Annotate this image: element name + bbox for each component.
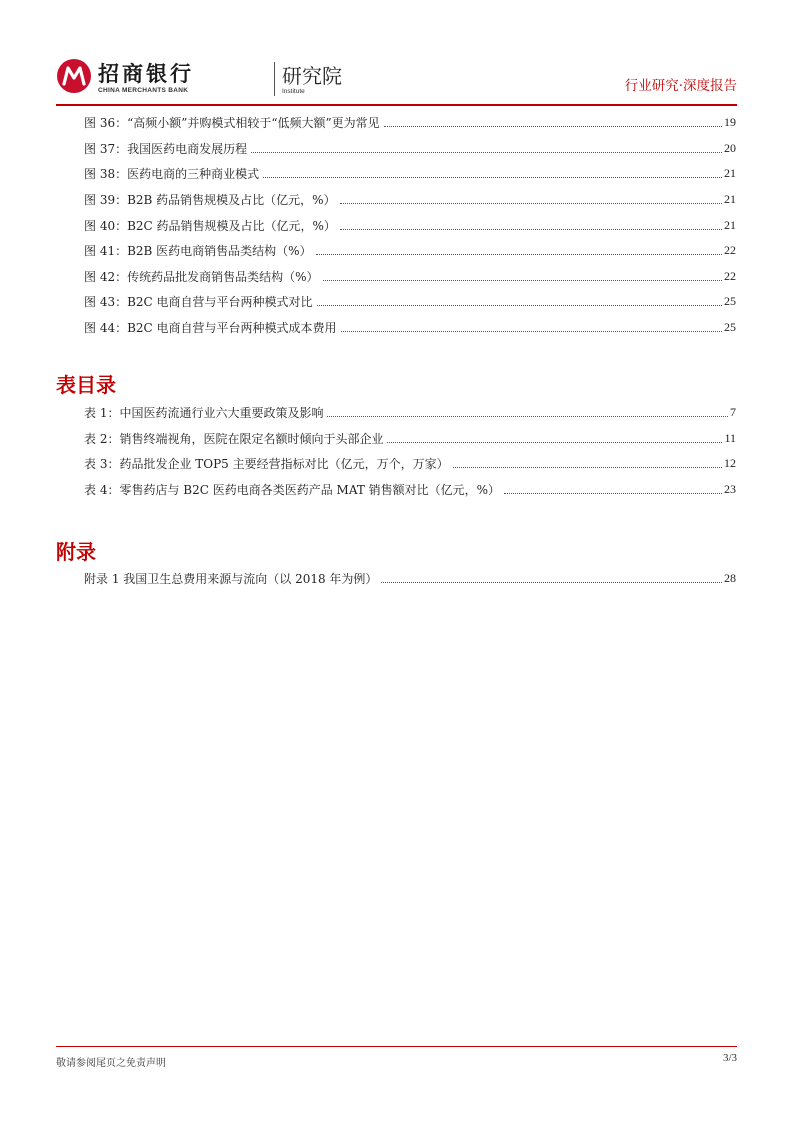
toc-entry[interactable] <box>84 477 736 503</box>
header-divider <box>56 104 737 106</box>
leader-dots <box>340 229 722 230</box>
toc-entry[interactable] <box>84 451 736 477</box>
toc-entry-page: 22 <box>724 243 736 258</box>
leader-dots <box>316 254 722 255</box>
page-header <box>56 56 737 104</box>
toc-entry[interactable] <box>84 238 736 264</box>
institute-name-english: Institute <box>282 88 305 95</box>
toc-entry-page: 12 <box>724 456 736 471</box>
leader-dots <box>504 493 722 494</box>
leader-dots <box>453 467 722 468</box>
table-list <box>84 400 736 502</box>
toc-entry-label: 表 1：中国医药流通行业六大重要政策及影响 <box>84 406 324 421</box>
footer-divider <box>56 1046 737 1047</box>
toc-entry[interactable] <box>84 212 736 238</box>
figure-list <box>84 110 736 340</box>
toc-entry-label: 图 39：B2B 药品销售规模及占比（亿元，%） <box>84 193 336 208</box>
toc-entry-page: 7 <box>730 405 736 420</box>
toc-entry-page: 25 <box>724 320 736 335</box>
leader-dots <box>341 331 722 332</box>
toc-entry-page: 23 <box>724 482 736 497</box>
toc-entry-label: 图 37：我国医药电商发展历程 <box>84 141 248 156</box>
toc-entry-label: 图 36：“高频小额”并购模式相较于“低频大额”更为常见 <box>84 116 380 131</box>
toc-entry[interactable] <box>84 426 736 452</box>
tables-section-title: 表目录 <box>56 373 116 397</box>
toc-entry-label: 图 42：传统药品批发商销售品类结构（%） <box>84 269 319 284</box>
toc-entry-page: 21 <box>724 192 736 207</box>
toc-entry-label: 表 4：零售药店与 B2C 医药电商各类医药产品 MAT 销售额对比（亿元，%） <box>84 483 501 498</box>
leader-dots <box>387 442 722 443</box>
toc-entry-label: 图 40：B2C 药品销售规模及占比（亿元，%） <box>84 218 336 233</box>
toc-entry[interactable] <box>84 315 736 341</box>
toc-entry[interactable] <box>84 400 736 426</box>
toc-entry[interactable] <box>84 110 736 136</box>
leader-dots <box>340 203 722 204</box>
bank-name-english: CHINA MERCHANTS BANK <box>98 87 189 94</box>
toc-entry-label: 图 41：B2B 医药电商销售品类结构（%） <box>84 244 312 259</box>
toc-entry-label: 附录 1 我国卫生总费用来源与流向（以 2018 年为例） <box>84 572 378 587</box>
toc-entry-label: 图 43：B2C 电商自营与平台两种模式对比 <box>84 295 313 310</box>
toc-entry[interactable] <box>84 264 736 290</box>
bank-name: 招商银行 <box>98 62 194 86</box>
appendix-list <box>84 566 736 592</box>
leader-dots <box>327 416 728 417</box>
toc-entry[interactable] <box>84 289 736 315</box>
toc-entry-label: 表 2：销售终端视角，医院在限定名额时倾向于头部企业 <box>84 431 384 446</box>
toc-entry[interactable] <box>84 187 736 213</box>
institute-name: 研究院 <box>282 64 342 88</box>
cmb-logo-icon <box>56 58 92 94</box>
toc-entry-page: 11 <box>724 430 736 445</box>
toc-entry-page: 28 <box>724 571 736 586</box>
leader-dots <box>323 280 723 281</box>
leader-dots <box>251 152 722 153</box>
leader-dots <box>381 582 722 583</box>
toc-entry-label: 图 38：医药电商的三种商业模式 <box>84 167 260 182</box>
toc-entry-page: 22 <box>724 268 736 283</box>
leader-dots <box>263 177 722 178</box>
toc-entry-page: 20 <box>724 140 736 155</box>
disclaimer-note: 敬请参阅尾页之免责声明 <box>56 1058 166 1069</box>
report-type: 行业研究·深度报告 <box>624 78 737 94</box>
toc-entry-page: 21 <box>724 166 736 181</box>
leader-dots <box>317 305 722 306</box>
toc-entry-page: 21 <box>724 217 736 232</box>
appendix-section-title: 附录 <box>56 540 96 564</box>
toc-entry[interactable] <box>84 566 736 592</box>
toc-entry[interactable] <box>84 161 736 187</box>
toc-entry-label: 图 44：B2C 电商自营与平台两种模式成本费用 <box>84 321 337 336</box>
toc-entry-page: 25 <box>724 294 736 309</box>
page-number: 3/3 <box>722 1052 737 1064</box>
toc-entry-label: 表 3：药品批发企业 TOP5 主要经营指标对比（亿元，万个，万家） <box>84 457 449 472</box>
toc-entry[interactable] <box>84 136 736 162</box>
leader-dots <box>384 126 722 127</box>
toc-entry-page: 19 <box>724 115 736 130</box>
logo-divider <box>274 62 275 96</box>
